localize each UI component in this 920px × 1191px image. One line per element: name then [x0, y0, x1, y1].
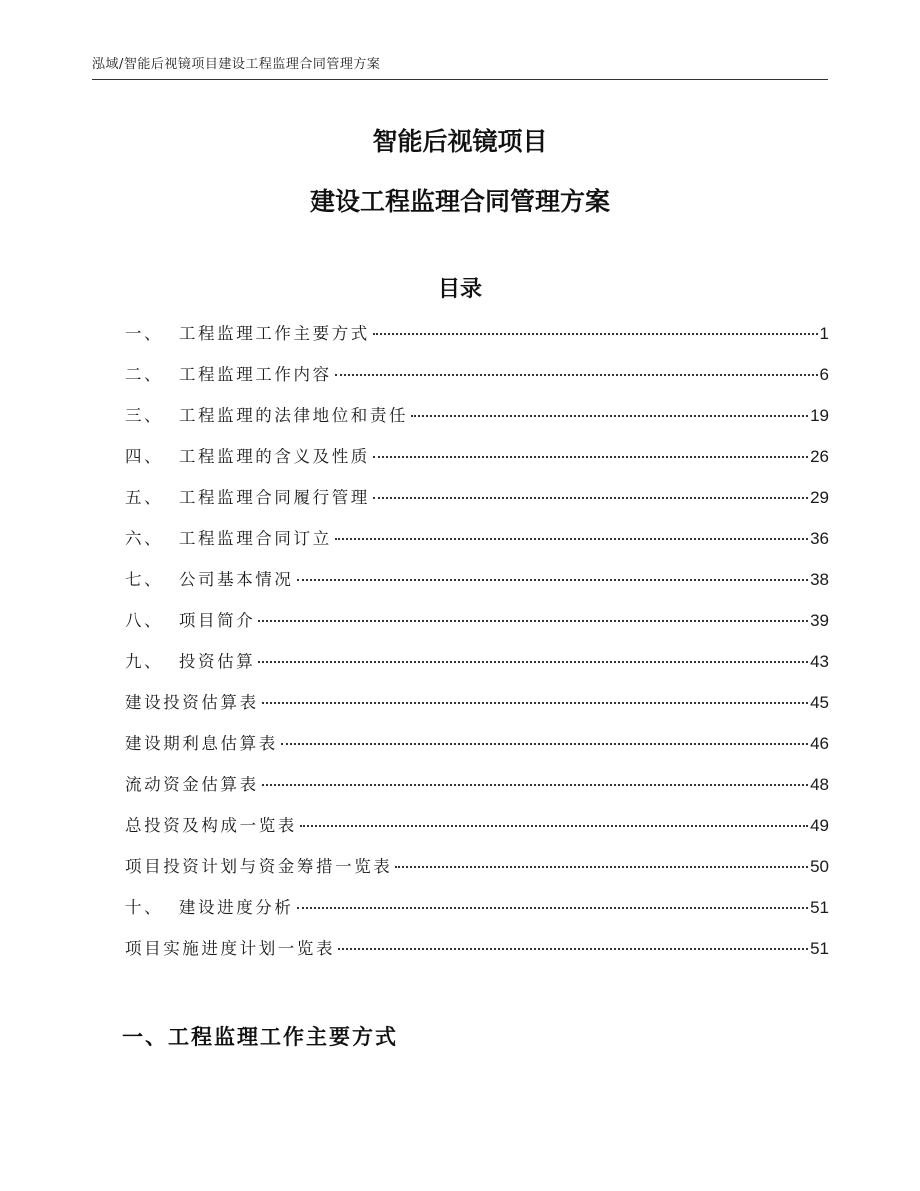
- toc-entry[interactable]: [125, 730, 829, 771]
- toc-entry-title: 工程监理的法律地位和责任: [178, 406, 409, 425]
- toc-dot-leader: [262, 702, 808, 704]
- toc-entry[interactable]: [125, 484, 829, 525]
- header-divider: [92, 79, 828, 80]
- document-title-line-1: 智能后视镜项目: [372, 127, 548, 156]
- toc-entry-title: 工程监理的含义及性质: [178, 447, 370, 466]
- toc-dot-leader: [297, 579, 809, 581]
- toc-entry[interactable]: [125, 566, 829, 607]
- toc-entry-title: 项目实施进度计划一览表: [125, 939, 336, 958]
- toc-dot-leader: [297, 907, 809, 909]
- toc-entry-page: 46: [810, 734, 829, 753]
- toc-entry-title: 建设进度分析: [178, 898, 294, 917]
- toc-entry[interactable]: [125, 402, 829, 443]
- toc-entry-number: 二、: [125, 365, 179, 384]
- toc-entry-number: 一、: [125, 324, 179, 343]
- toc-entry-title: 工程监理合同履行管理: [178, 488, 370, 507]
- toc-entry-number: 九、: [125, 652, 179, 671]
- toc-dot-leader: [258, 620, 808, 622]
- toc-entry[interactable]: [125, 935, 829, 976]
- toc-entry-page: 6: [819, 365, 829, 384]
- document-title-line-2: 建设工程监理合同管理方案: [309, 187, 610, 216]
- toc-entry-page: 48: [810, 775, 829, 794]
- toc-entry-page: 19: [810, 406, 829, 425]
- toc-entry-page: 45: [810, 693, 829, 712]
- toc-entry-number: 七、: [125, 570, 179, 589]
- toc-entry[interactable]: [125, 894, 829, 935]
- toc-entry[interactable]: [125, 771, 829, 812]
- toc-entry-title: 工程监理工作内容: [178, 365, 332, 384]
- toc-entry-number: 六、: [125, 529, 179, 548]
- toc-dot-leader: [281, 743, 808, 745]
- toc-entry[interactable]: [125, 443, 829, 484]
- toc-dot-leader: [262, 784, 808, 786]
- toc-entry-number: 五、: [125, 488, 179, 507]
- toc-dot-leader: [335, 374, 818, 376]
- toc-entry-number: 八、: [125, 611, 179, 630]
- toc-dot-leader: [338, 948, 808, 950]
- toc-entry-title: 投资估算: [178, 652, 256, 671]
- toc-heading: 目录: [437, 277, 482, 302]
- toc-entry[interactable]: [125, 689, 829, 730]
- toc-entry-title: 工程监理合同订立: [178, 529, 332, 548]
- toc-entry[interactable]: [125, 525, 829, 566]
- toc-entry-page: 26: [810, 447, 829, 466]
- toc-dot-leader: [373, 497, 808, 499]
- toc-entry[interactable]: [125, 320, 829, 361]
- toc-entry-page: 49: [810, 816, 829, 835]
- toc-entry-number: 十、: [125, 898, 179, 917]
- toc-entry-title: 流动资金估算表: [125, 775, 259, 794]
- toc-entry-page: 51: [810, 898, 829, 917]
- section-heading: 一、工程监理工作主要方式: [122, 1025, 398, 1049]
- toc-entry-page: 43: [810, 652, 829, 671]
- toc-entry-title: 总投资及构成一览表: [125, 816, 297, 835]
- toc-entry-page: 36: [810, 529, 829, 548]
- toc-dot-leader: [258, 661, 808, 663]
- toc-entry-title: 建设期利息估算表: [125, 734, 278, 753]
- toc-entry-page: 38: [810, 570, 829, 589]
- toc-entry[interactable]: [125, 607, 829, 648]
- toc-entry-number: 四、: [125, 447, 179, 466]
- toc-entry-page: 50: [810, 857, 829, 876]
- toc-entry[interactable]: [125, 812, 829, 853]
- toc-dot-leader: [335, 538, 808, 540]
- table-of-contents: [125, 320, 829, 976]
- toc-entry-page: 39: [810, 611, 829, 630]
- toc-entry-title: 工程监理工作主要方式: [178, 324, 370, 343]
- toc-entry-number: 三、: [125, 406, 179, 425]
- toc-dot-leader: [300, 825, 808, 827]
- toc-entry-title: 公司基本情况: [178, 570, 294, 589]
- toc-dot-leader: [373, 333, 818, 335]
- toc-entry-title: 建设投资估算表: [125, 693, 259, 712]
- toc-dot-leader: [411, 415, 808, 417]
- toc-entry-title: 项目简介: [178, 611, 256, 630]
- toc-dot-leader: [395, 866, 808, 868]
- toc-entry-page: 29: [810, 488, 829, 507]
- toc-entry-page: 1: [819, 324, 829, 343]
- toc-entry[interactable]: [125, 361, 829, 402]
- toc-dot-leader: [373, 456, 808, 458]
- toc-entry[interactable]: [125, 853, 829, 894]
- running-header: 泓域/智能后视镜项目建设工程监理合同管理方案: [92, 57, 381, 72]
- toc-entry-title: 项目投资计划与资金筹措一览表: [125, 857, 393, 876]
- toc-entry-page: 51: [810, 939, 829, 958]
- toc-entry[interactable]: [125, 648, 829, 689]
